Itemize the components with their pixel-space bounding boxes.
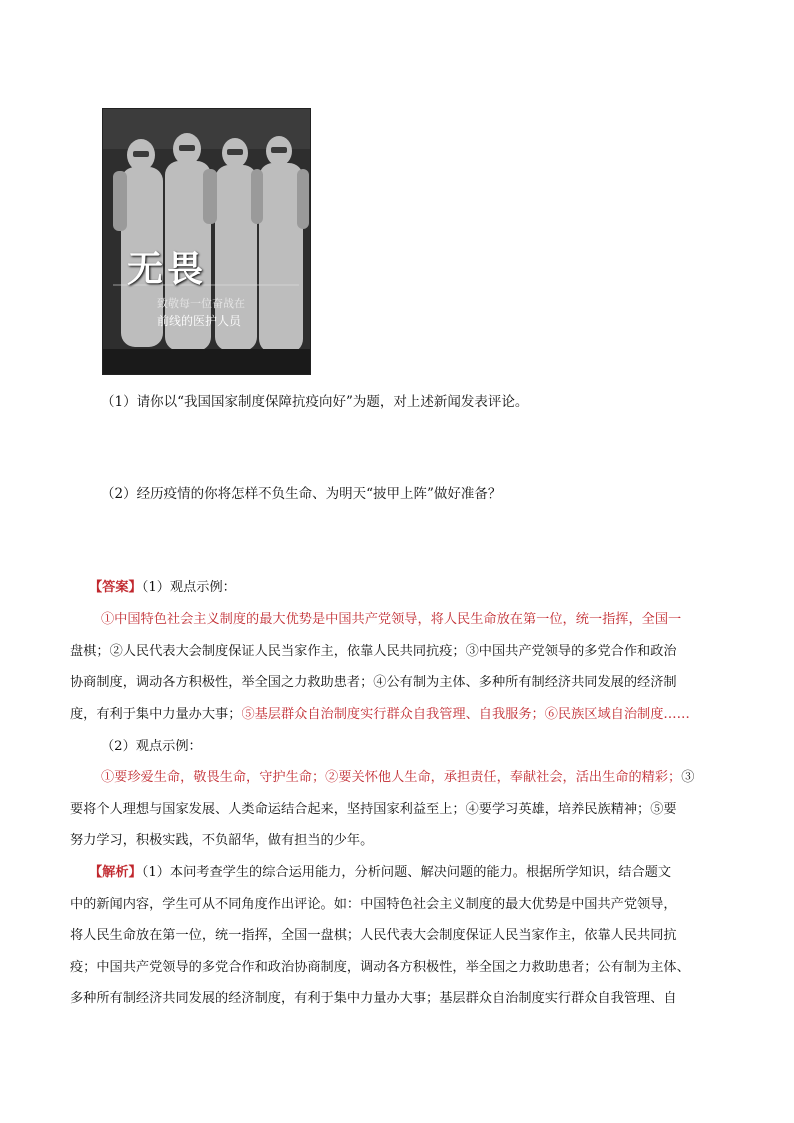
analysis-tag: 【解析】 [89,865,142,880]
answer-heading [89,578,719,598]
analysis-line-3: 疫；中国共产党领导的多党合作和政治协商制度，调动各方积极性，举全国之力救助患者；公有制为主体、 [70,960,690,975]
answer-part1-line-1: ①中国特色社会主义制度的最大优势是中国共产党领导，将人民生命放在第一位，统一指挥，全国一 [101,612,682,627]
answer-part2-line-2: 要将个人理想与国家发展、人类命运结合起来，坚持国家利益至上；④要学习英雄，培养民族精神；⑤要 [70,802,677,817]
answer-part1-heading: （1）观点示例： [141,580,236,595]
analysis-line-4: 多种所有制经济共同发展的经济制度，有利于集中力量办大事；基层群众自治制度实行群众自我管理、自 [70,991,677,1006]
poster-subtitle-1: 致敬每一位奋战在 [157,297,245,310]
answer-part2-line-1: ①要珍爱生命，敬畏生命，守护生命；②要关怀他人生命，承担责任，奉献社会，活出生命的精彩；③ [101,770,695,785]
poster-subtitle-2: 前线的医护人员 [157,314,242,328]
answer-part2-heading: （2）观点示例： [101,739,202,754]
answer-part1-line-2: 盘棋；②人民代表大会制度保证人民当家作主，依靠人民共同抗疫；③中国共产党领导的多党合作和政治 [70,644,677,659]
question-2: （2）经历疫情的你将怎样不负生命、为明天“披甲上阵”做好准备？ [101,486,502,502]
analysis-line-1: 中的新闻内容，学生可从不同角度作出评论。如：中国特色社会主义制度的最大优势是中国共产党领导， [70,897,677,912]
analysis-line-2: 将人民生命放在第一位，统一指挥，全国一盘棋；人民代表大会制度保证人民当家作主，依靠人民共同抗 [70,928,677,943]
analysis-first-line: 【解析】（1）本问考查学生的综合运用能力，分析问题、解决问题的能力。根据所学知识，结合题文 [89,865,672,880]
answer-part1-line-4: 度，有利于集中力量办大事；⑤基层群众自治制度实行群众自我管理、自我服务；⑥民族区域自治制度…… [70,707,690,722]
answer-tag: 【答案】 [89,580,142,595]
poster-image [102,108,311,375]
answer-part2-line-3: 努力学习，积极实践，不负韶华，做有担当的少年。 [70,833,374,848]
answer-part1-line-3: 协商制度，调动各方积极性，举全国之力救助患者；④公有制为主体、多种所有制经济共同发展的经济制 [70,675,677,690]
poster-title: 无畏 [127,248,208,290]
question-1: （1）请你以“我国国家制度保障抗疫向好”为题，对上述新闻发表评论。 [101,394,529,410]
